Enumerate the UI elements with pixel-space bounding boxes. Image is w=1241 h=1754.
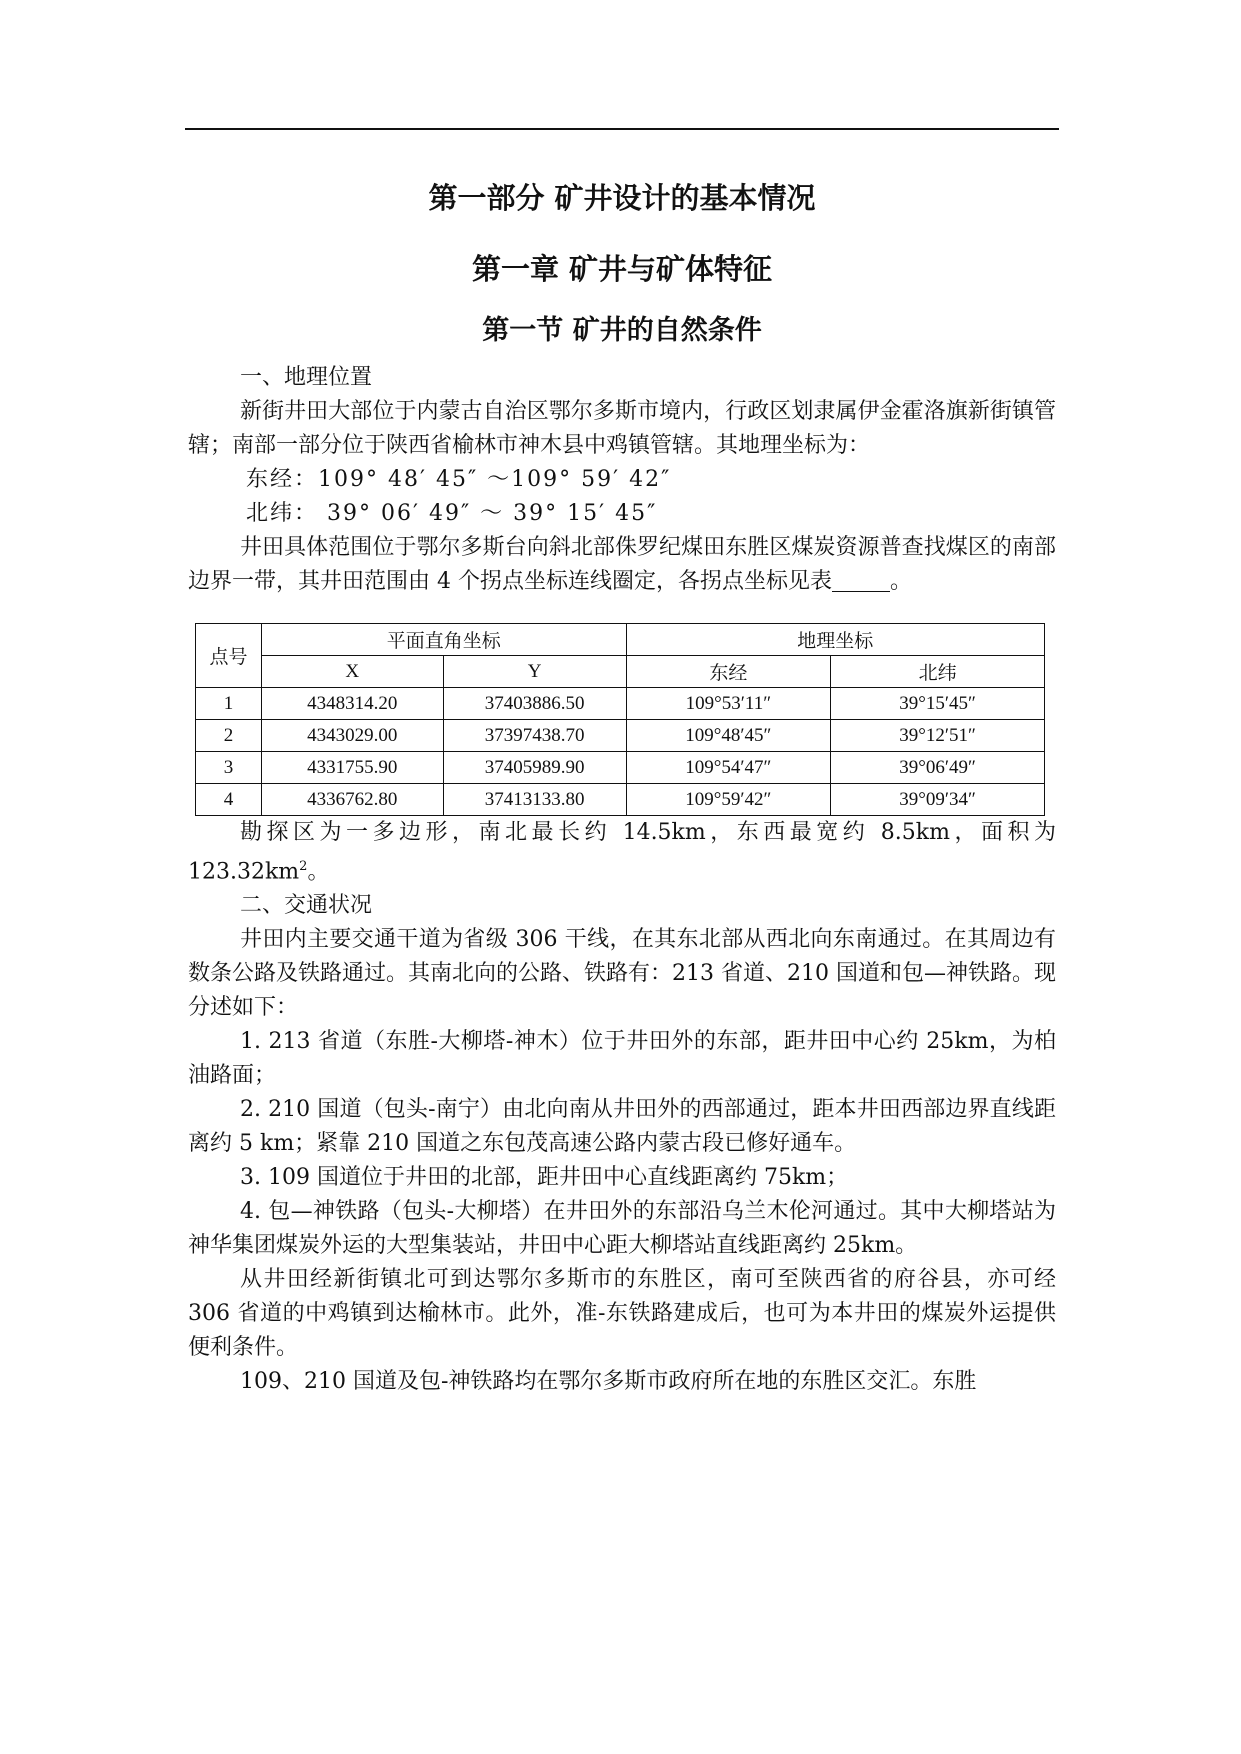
cell-y: 37403886.50 bbox=[443, 688, 626, 720]
table-row bbox=[196, 752, 1045, 784]
chapter-heading: 第一章 矿井与矿体特征 bbox=[471, 252, 773, 286]
traffic-title: 二、交通状况 bbox=[240, 893, 373, 919]
traffic-item-2: 2. 210 国道（包头-南宁）由北向南从井田外的西部通过，距本井田西部边界直线距离约 5 km；紧靠 210 国道之东包茂高速公路内蒙古段已修好通车。 bbox=[188, 1097, 1056, 1157]
cell-x: 4343029.00 bbox=[261, 720, 443, 752]
header-latitude: 北纬 bbox=[831, 656, 1045, 688]
header-geo-coords: 地理坐标 bbox=[626, 624, 1045, 656]
cell-lat: 39°09′34″ bbox=[831, 784, 1045, 816]
area-superscript: 2 bbox=[299, 859, 308, 874]
geo-location-paragraph: 新街井田大部位于内蒙古自治区鄂尔多斯市境内，行政区划隶属伊金霍洛旗新街镇管辖；南部一部分位于陕西省榆林市神木县中鸡镇管辖。其地理坐标为： bbox=[188, 399, 1056, 458]
cell-x: 4348314.20 bbox=[261, 688, 443, 720]
cell-no: 3 bbox=[196, 752, 262, 784]
area-end: 。 bbox=[307, 859, 330, 885]
area-text: 勘探区为一多边形，南北最长约 14.5km，东西最宽约 8.5km，面积为 123.32km bbox=[188, 820, 1056, 885]
cell-x: 4331755.90 bbox=[261, 752, 443, 784]
section-heading: 第一节 矿井的自然条件 bbox=[482, 315, 762, 346]
coordinate-table bbox=[195, 623, 1045, 816]
cell-lat: 39°12′51″ bbox=[831, 720, 1045, 752]
cell-y: 37397438.70 bbox=[443, 720, 626, 752]
boundary-paragraph bbox=[188, 531, 1056, 599]
traffic-paragraph-3: 109、210 国道及包-神铁路均在鄂尔多斯市政府所在地的东胜区交汇。东胜 bbox=[240, 1369, 977, 1395]
cell-y: 37413133.80 bbox=[443, 784, 626, 816]
traffic-paragraph: 井田内主要交通干道为省级 306 干线，在其东北部从西北向东南通过。在其周边有数条公路及铁路通过。其南北向的公路、铁路有：213 省道、210 国道和包—神铁路。现分述如下： bbox=[188, 927, 1056, 1021]
cell-lat: 39°06′49″ bbox=[831, 752, 1045, 784]
table-row bbox=[196, 784, 1045, 816]
document-page bbox=[188, 150, 1056, 1399]
geo-location-title: 一、地理位置 bbox=[240, 365, 373, 390]
table-row bbox=[196, 688, 1045, 720]
table-header-row bbox=[196, 624, 1045, 656]
header-plane-coords: 平面直角坐标 bbox=[261, 624, 626, 656]
header-longitude: 东经 bbox=[626, 656, 831, 688]
traffic-item-3: 3. 109 国道位于井田的北部，距井田中心直线距离约 75km； bbox=[240, 1165, 849, 1191]
header-rule bbox=[185, 128, 1059, 130]
cell-no: 1 bbox=[196, 688, 262, 720]
traffic-paragraph-2: 从井田经新街镇北可到达鄂尔多斯市的东胜区，南可至陕西省的府谷县，亦可经 306 省道的中鸡镇到达榆林市。此外，准-东铁路建成后，也可为本井田的煤炭外运提供便利条件。 bbox=[188, 1267, 1056, 1361]
area-paragraph bbox=[188, 816, 1056, 889]
header-point-no: 点号 bbox=[196, 624, 262, 688]
header-y: Y bbox=[443, 656, 626, 688]
latitude-range: 北纬： 39° 06′ 49″ ～ 39° 15′ 45″ bbox=[246, 501, 658, 526]
traffic-item-1: 1. 213 省道（东胜-大柳塔-神木）位于井田外的东部，距井田中心约 25km，为柏油路面； bbox=[188, 1029, 1056, 1089]
traffic-item-4: 4. 包—神铁路（包头-大柳塔）在井田外的东部沿乌兰木伦河通过。其中大柳塔站为神华集团煤炭外运的大型集装站，井田中心距大柳塔站直线距离约 25km。 bbox=[188, 1199, 1056, 1259]
cell-no: 4 bbox=[196, 784, 262, 816]
boundary-text: 井田具体范围位于鄂尔多斯台向斜北部侏罗纪煤田东胜区煤炭资源普查找煤区的南部边界一带，其井田范围由 4 个拐点坐标连线圈定，各拐点坐标见表 bbox=[188, 535, 1056, 594]
part-heading: 第一部分 矿井设计的基本情况 bbox=[428, 181, 816, 215]
header-x: X bbox=[261, 656, 443, 688]
boundary-end: 。 bbox=[890, 569, 913, 594]
table-spacer bbox=[188, 599, 1056, 623]
cell-lon: 109°53′11″ bbox=[626, 688, 831, 720]
table-ref-blank bbox=[832, 569, 890, 592]
cell-no: 2 bbox=[196, 720, 262, 752]
cell-lon: 109°48′45″ bbox=[626, 720, 831, 752]
table-row bbox=[196, 720, 1045, 752]
table-subheader-row bbox=[196, 656, 1045, 688]
cell-lon: 109°54′47″ bbox=[626, 752, 831, 784]
cell-lat: 39°15′45″ bbox=[831, 688, 1045, 720]
cell-x: 4336762.80 bbox=[261, 784, 443, 816]
longitude-range: 东经：109° 48′ 45″ ～109° 59′ 42″ bbox=[246, 467, 672, 492]
cell-lon: 109°59′42″ bbox=[626, 784, 831, 816]
cell-y: 37405989.90 bbox=[443, 752, 626, 784]
